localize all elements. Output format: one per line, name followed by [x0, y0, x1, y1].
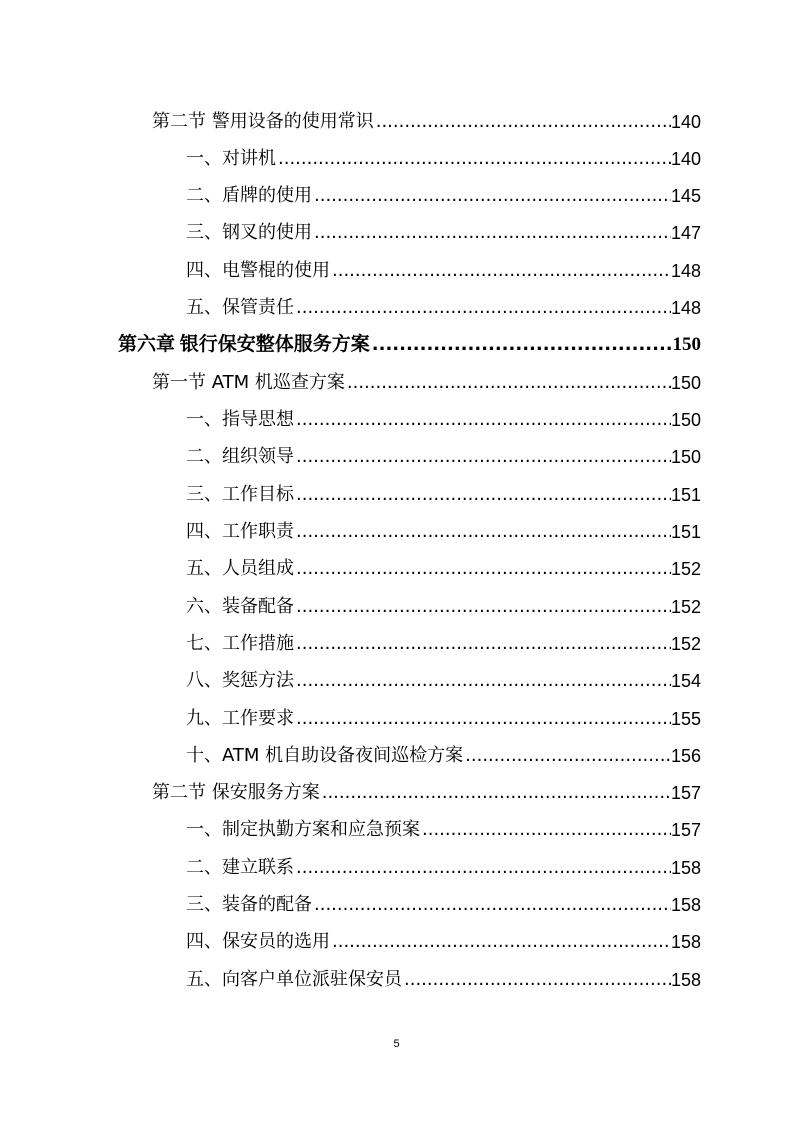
toc-entry-title: 一、指导思想 — [186, 409, 294, 430]
toc-entry-title: 第二节 警用设备的使用常识 — [152, 111, 374, 132]
toc-leader-dots — [294, 484, 671, 506]
toc-entry[interactable] — [152, 774, 701, 804]
toc-page-number: 140 — [670, 112, 701, 132]
toc-page-number: 150 — [670, 410, 701, 430]
toc-page-number: 152 — [670, 597, 701, 617]
footer-page-number: 5 — [393, 1038, 400, 1050]
toc-leader-dots — [320, 782, 671, 804]
toc-leader-dots — [294, 708, 671, 730]
toc-entry-title: 第二节 保安服务方案 — [152, 782, 320, 803]
toc-page-number: 155 — [670, 709, 701, 729]
toc-page-number: 152 — [670, 634, 701, 654]
toc-leader-dots — [463, 745, 671, 767]
toc-page-number: 157 — [670, 820, 701, 840]
toc-page-number: 150 — [670, 447, 701, 467]
toc-page-number: 157 — [670, 783, 701, 803]
toc-leader-dots — [276, 148, 671, 170]
toc-entry[interactable] — [152, 364, 701, 394]
toc-entry-title: 一、制定执勤方案和应急预案 — [186, 819, 420, 840]
toc-leader-dots — [294, 446, 671, 468]
toc-entry-title: 二、组织领导 — [186, 446, 294, 467]
toc-entry-title: 十、ATM 机自助设备夜间巡检方案 — [186, 745, 464, 766]
toc-entry[interactable] — [186, 289, 701, 319]
toc-entry-title: 五、保管责任 — [186, 297, 294, 318]
toc-entry-title: 四、电警棍的使用 — [186, 260, 330, 281]
toc-leader-dots — [294, 670, 671, 692]
toc-page-number: 158 — [670, 970, 701, 990]
toc-entry[interactable] — [186, 476, 701, 506]
toc-page-number: 151 — [670, 522, 701, 542]
toc-page-number: 148 — [670, 261, 701, 281]
toc-leader-dots — [294, 409, 671, 431]
toc-page-number: 158 — [670, 895, 701, 915]
toc-leader-dots — [374, 111, 671, 133]
toc-entry-title: 四、保安员的选用 — [186, 931, 330, 952]
toc-page-number: 152 — [670, 559, 701, 579]
toc-leader-dots — [370, 334, 673, 356]
toc-leader-dots — [294, 521, 671, 543]
toc-page-number: 158 — [670, 858, 701, 878]
toc-page-number: 147 — [670, 223, 701, 243]
toc-entry-title: 五、人员组成 — [186, 558, 294, 579]
toc-entry[interactable] — [186, 513, 701, 543]
toc-leader-dots — [312, 222, 671, 244]
toc-entry-title: 三、装备的配备 — [186, 894, 312, 915]
toc-entry-title: 第六章 银行保安整体服务方案 — [118, 334, 370, 355]
toc-entry-title: 八、奖惩方法 — [186, 670, 294, 691]
toc-entry[interactable] — [186, 700, 701, 730]
toc-entry[interactable] — [186, 811, 701, 841]
toc-leader-dots — [294, 857, 671, 879]
toc-leader-dots — [294, 596, 671, 618]
toc-page-number: 158 — [670, 932, 701, 952]
toc-leader-dots — [330, 260, 671, 282]
toc-entry[interactable] — [186, 923, 701, 953]
toc-leader-dots — [294, 633, 671, 655]
toc-entry[interactable] — [152, 103, 701, 133]
toc-leader-dots — [294, 297, 671, 319]
toc-page-number: 148 — [670, 298, 701, 318]
toc-entry-title: 四、工作职责 — [186, 521, 294, 542]
toc-entry-title: 九、工作要求 — [186, 708, 294, 729]
toc-leader-dots — [402, 969, 671, 991]
toc-leader-dots — [345, 372, 671, 394]
toc-entry-title: 一、对讲机 — [186, 148, 276, 169]
toc-entry[interactable] — [186, 177, 701, 207]
toc-entry[interactable] — [186, 550, 701, 580]
toc-page-number: 151 — [670, 485, 701, 505]
toc-leader-dots — [330, 931, 671, 953]
toc-entry[interactable] — [186, 961, 701, 991]
toc-entry[interactable] — [186, 737, 701, 767]
toc-page-number: 150 — [670, 373, 701, 393]
toc-entry-title: 三、钢叉的使用 — [186, 222, 312, 243]
toc-page-number: 145 — [670, 186, 701, 206]
toc-leader-dots — [294, 558, 671, 580]
toc-page-number: 156 — [670, 746, 701, 766]
toc-entry-title: 三、工作目标 — [186, 484, 294, 505]
toc-entry[interactable] — [186, 886, 701, 916]
toc-entry-title: 五、向客户单位派驻保安员 — [186, 969, 402, 990]
toc-entry-title: 二、建立联系 — [186, 857, 294, 878]
toc-entry-title: 第一节 ATM 机巡查方案 — [152, 372, 345, 393]
toc-page-number: 150 — [672, 334, 701, 355]
toc-entry[interactable] — [186, 401, 701, 431]
toc-entry[interactable] — [186, 625, 701, 655]
toc-leader-dots — [420, 819, 671, 841]
toc-page-number: 154 — [670, 671, 701, 691]
toc-entry[interactable] — [186, 140, 701, 170]
toc-entry-title: 七、工作措施 — [186, 633, 294, 654]
toc-leader-dots — [312, 185, 671, 207]
toc-leader-dots — [312, 894, 671, 916]
toc-entry[interactable] — [186, 438, 701, 468]
toc-entry[interactable] — [186, 662, 701, 692]
toc-entry-title: 六、装备配备 — [186, 596, 294, 617]
toc-chapter-entry[interactable] — [118, 326, 701, 356]
toc-entry[interactable] — [186, 252, 701, 282]
toc-entry[interactable] — [186, 588, 701, 618]
toc-entry[interactable] — [186, 849, 701, 879]
toc-entry[interactable] — [186, 214, 701, 244]
toc-entry-title: 二、盾牌的使用 — [186, 185, 312, 206]
toc-page-number: 140 — [670, 149, 701, 169]
